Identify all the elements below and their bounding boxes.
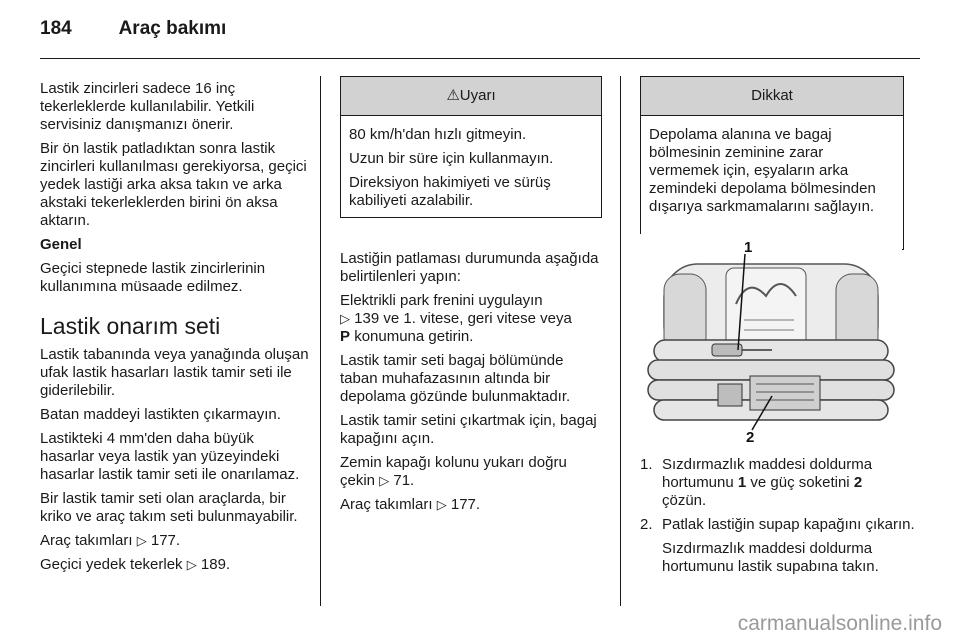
cross-reference[interactable]: 71.	[393, 472, 415, 489]
warning-title: Uyarı	[459, 87, 496, 104]
step-list	[640, 456, 915, 576]
warning-box-header	[341, 77, 601, 116]
list-item: 1. Sızdırmazlık maddesi doldurma hortumunu 1 ve güç soketini 2 çözün.	[640, 456, 873, 509]
warning-box	[340, 76, 602, 218]
body-paragraph: Bir lastik tamir seti olan araçlarda, bir kriko ve araç takım seti bulunmayabilir.	[40, 490, 298, 525]
cross-reference[interactable]: Araç takımları ▷ 177.	[340, 496, 481, 513]
warning-line: 80 km/h'dan hızlı gitmeyin.	[349, 126, 527, 143]
header-rule	[40, 58, 920, 59]
warning-line: Direksiyon hakimiyeti ve sürüş kabiliyeti azalabilir.	[349, 174, 551, 209]
compressor-illustration	[640, 234, 902, 444]
body-paragraph: Lastikteki 4 mm'den daha büyük hasarlar veya lastik yan yüzeyindeki hasarlar lastik tamir seti ile onarılamaz.	[40, 430, 300, 483]
body-paragraph: Lastiğin patlaması durumunda aşağıda belirtilenleri yapın:	[340, 250, 599, 285]
callout-label-2: 2	[746, 429, 755, 444]
cross-reference[interactable]: Geçici yedek tekerlek ▷ 189.	[40, 556, 231, 573]
tire-repair-kit-figure	[640, 234, 902, 444]
body-paragraph: Batan maddeyi lastikten çıkarmayın.	[40, 406, 281, 423]
caret-right-icon: ▷	[379, 473, 390, 488]
column-divider	[620, 76, 621, 606]
warning-triangle-icon: ⚠	[446, 87, 460, 104]
body-paragraph: Lastik tabanında veya yanağında oluşan ufak lastik hasarları lastik tamir seti ile giderilebilir.	[40, 346, 309, 399]
watermark: carmanualsonline.info	[737, 612, 942, 635]
caret-right-icon: ▷	[340, 311, 350, 326]
caret-right-icon: ▷	[436, 497, 447, 512]
column-left	[40, 80, 310, 580]
intro-paragraph: Bir ön lastik patladıktan sonra lastik zincirleri kullanılması gerekiyorsa, geçici yedek lastiği arka aksa takın ve arka akstaki tekerleklerden birini ön aksa aktarın.	[40, 140, 307, 229]
page-header	[40, 18, 226, 40]
cross-reference[interactable]: Araç takımları ▷ 177.	[40, 532, 181, 549]
intro-paragraph: Lastik zincirleri sadece 16 inç tekerleklerde kullanılabilir. Yetkili servisiniz danışmanızı önerir.	[40, 80, 255, 133]
caret-right-icon: ▷	[136, 533, 147, 548]
caret-right-icon: ▷	[186, 557, 197, 572]
caution-box	[640, 76, 904, 250]
column-middle	[340, 250, 605, 520]
warning-line: Uzun bir süre için kullanmayın.	[349, 150, 554, 167]
body-paragraph: Zemin kapağı kolunu yukarı doğru çekin ▷ 71.	[340, 454, 567, 489]
body-paragraph: Elektrikli park frenini uygulayın ▷ 139 ve 1. vitese, geri vitese veya P konumuna getirin.	[340, 292, 572, 345]
genel-text: Geçici stepnede lastik zincirlerinin kullanımına müsaade edilmez.	[40, 260, 266, 295]
section-title: Lastik onarım seti	[40, 313, 221, 339]
cross-reference[interactable]: 139	[354, 310, 380, 327]
genel-heading: Genel	[40, 236, 82, 253]
body-paragraph: Lastik tamir seti bagaj bölümünde taban muhafazasının altında bir depolama gözünde bulunmaktadır.	[340, 352, 571, 405]
body-paragraph: Lastik tamir setini çıkartmak için, bagaj kapağını açın.	[340, 412, 597, 447]
callout-label-1: 1	[744, 239, 753, 256]
column-divider	[320, 76, 321, 606]
caution-text: Depolama alanına ve bagaj bölmesinin zeminine zarar vermemek için, eşyaların arka zemindeki depolama bölmesinden dışarıya sarkmamalarını sağlayın.	[649, 126, 876, 215]
page-title: Araç bakımı	[118, 18, 227, 39]
page-number: 184	[40, 18, 72, 39]
list-item: 2. Patlak lastiğin supap kapağını çıkarın. Sızdırmazlık maddesi doldurma hortumunu lastik supabına takın.	[640, 516, 915, 575]
caution-box-header: Dikkat	[641, 77, 903, 116]
column-right	[640, 456, 915, 582]
